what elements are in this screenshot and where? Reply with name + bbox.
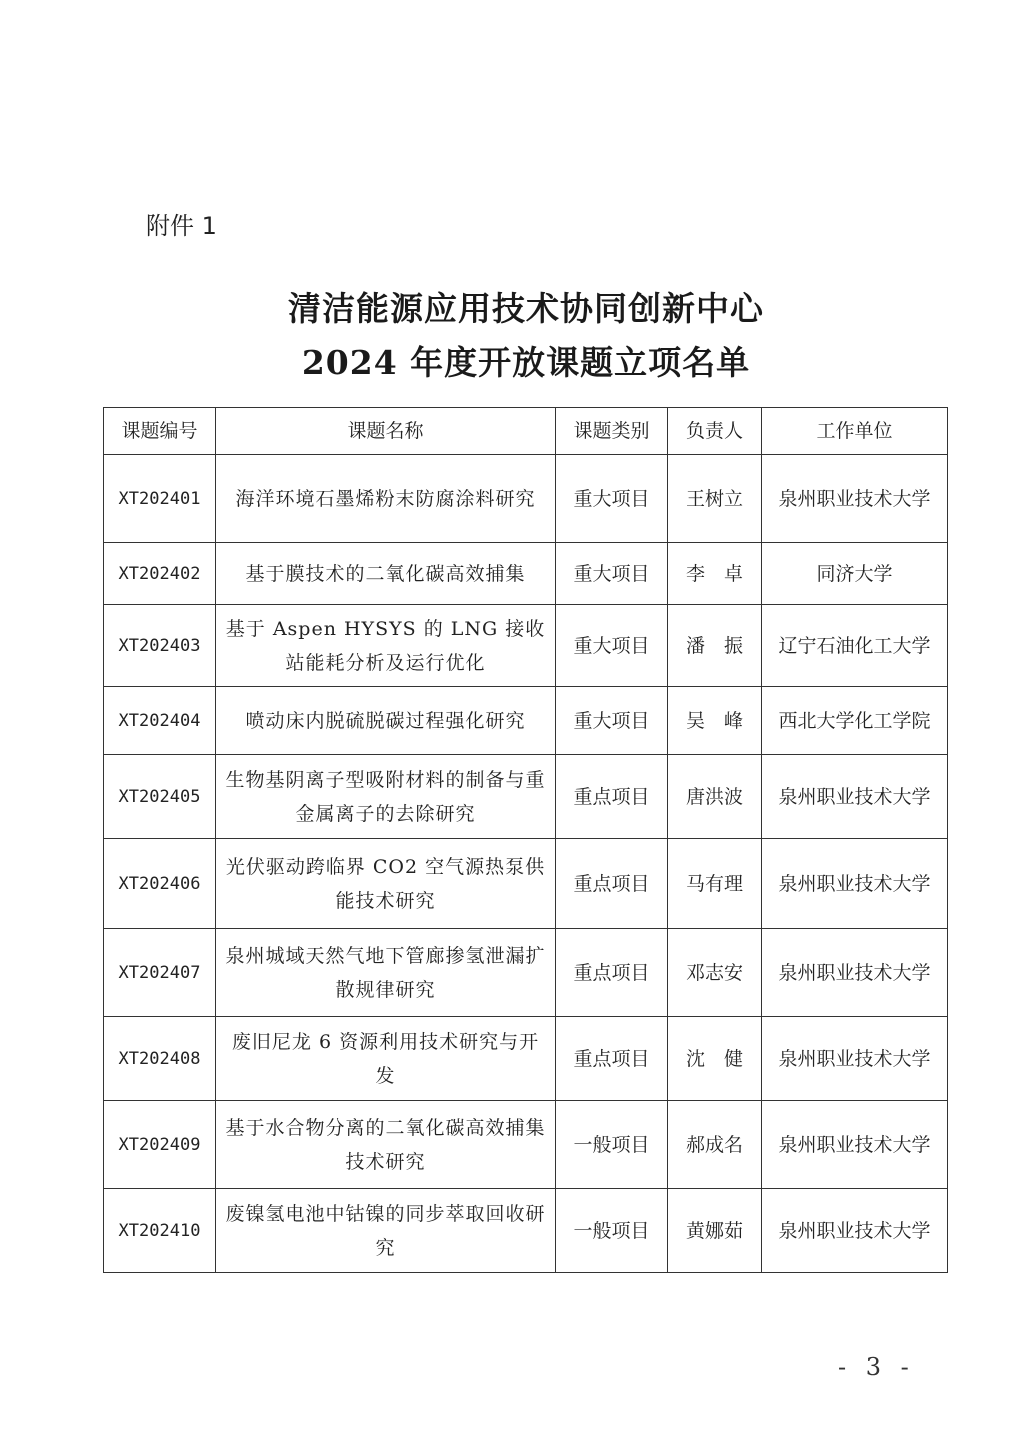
project-name: 光伏驱动跨临界 CO2 空气源热泵供能技术研究 bbox=[216, 839, 556, 929]
project-code: XT202404 bbox=[104, 687, 216, 755]
project-leader: 黄娜茹 bbox=[668, 1189, 762, 1273]
project-name: 海洋环境石墨烯粉末防腐涂料研究 bbox=[216, 455, 556, 543]
project-unit: 泉州职业技术大学 bbox=[762, 839, 948, 929]
table-row bbox=[104, 543, 948, 605]
table-row bbox=[104, 687, 948, 755]
project-code: XT202402 bbox=[104, 543, 216, 605]
project-code: XT202409 bbox=[104, 1101, 216, 1189]
header-name: 课题名称 bbox=[216, 408, 556, 455]
project-name: 基于膜技术的二氧化碳高效捕集 bbox=[216, 543, 556, 605]
project-name: 生物基阴离子型吸附材料的制备与重金属离子的去除研究 bbox=[216, 755, 556, 839]
project-name: 基于 Aspen HYSYS 的 LNG 接收站能耗分析及运行优化 bbox=[216, 605, 556, 687]
project-leader: 王树立 bbox=[668, 455, 762, 543]
project-leader: 郝成名 bbox=[668, 1101, 762, 1189]
table-row bbox=[104, 1017, 948, 1101]
table-row bbox=[104, 755, 948, 839]
project-code: XT202408 bbox=[104, 1017, 216, 1101]
project-unit: 辽宁石油化工大学 bbox=[762, 605, 948, 687]
table-row bbox=[104, 1101, 948, 1189]
project-code: XT202406 bbox=[104, 839, 216, 929]
project-leader: 潘 振 bbox=[668, 605, 762, 687]
project-category: 重点项目 bbox=[556, 755, 668, 839]
document-subtitle: 2024 年度开放课题立项名单 bbox=[301, 343, 751, 382]
project-leader: 邓志安 bbox=[668, 929, 762, 1017]
header-category: 课题类别 bbox=[556, 408, 668, 455]
project-category: 一般项目 bbox=[556, 1189, 668, 1273]
project-name: 基于水合物分离的二氧化碳高效捕集技术研究 bbox=[216, 1101, 556, 1189]
project-category: 重点项目 bbox=[556, 839, 668, 929]
project-category: 重大项目 bbox=[556, 687, 668, 755]
table-row bbox=[104, 839, 948, 929]
project-name: 废旧尼龙 6 资源利用技术研究与开发 bbox=[216, 1017, 556, 1101]
header-code: 课题编号 bbox=[104, 408, 216, 455]
table-row bbox=[104, 455, 948, 543]
project-code: XT202407 bbox=[104, 929, 216, 1017]
project-unit: 泉州职业技术大学 bbox=[762, 1101, 948, 1189]
project-unit: 泉州职业技术大学 bbox=[762, 755, 948, 839]
project-name: 喷动床内脱硫脱碳过程强化研究 bbox=[216, 687, 556, 755]
project-leader: 马有理 bbox=[668, 839, 762, 929]
project-category: 一般项目 bbox=[556, 1101, 668, 1189]
project-category: 重大项目 bbox=[556, 605, 668, 687]
project-category: 重大项目 bbox=[556, 455, 668, 543]
page-number: - 3 - bbox=[838, 1353, 915, 1381]
project-unit: 同济大学 bbox=[762, 543, 948, 605]
table-row bbox=[104, 929, 948, 1017]
project-unit: 西北大学化工学院 bbox=[762, 687, 948, 755]
project-unit: 泉州职业技术大学 bbox=[762, 929, 948, 1017]
project-category: 重大项目 bbox=[556, 543, 668, 605]
project-leader: 李 卓 bbox=[668, 543, 762, 605]
project-unit: 泉州职业技术大学 bbox=[762, 1017, 948, 1101]
project-category: 重点项目 bbox=[556, 929, 668, 1017]
project-unit: 泉州职业技术大学 bbox=[762, 455, 948, 543]
table-row bbox=[104, 605, 948, 687]
project-name: 泉州城域天然气地下管廊掺氢泄漏扩散规律研究 bbox=[216, 929, 556, 1017]
project-leader: 沈 健 bbox=[668, 1017, 762, 1101]
table-row bbox=[104, 1189, 948, 1273]
header-leader: 负责人 bbox=[668, 408, 762, 455]
project-unit: 泉州职业技术大学 bbox=[762, 1189, 948, 1273]
project-code: XT202403 bbox=[104, 605, 216, 687]
project-name: 废镍氢电池中钴镍的同步萃取回收研究 bbox=[216, 1189, 556, 1273]
project-category: 重点项目 bbox=[556, 1017, 668, 1101]
table-header-row bbox=[104, 408, 948, 455]
project-leader: 吴 峰 bbox=[668, 687, 762, 755]
project-list-table bbox=[103, 407, 948, 1273]
attachment-label: 附件 1 bbox=[146, 212, 217, 240]
project-code: XT202410 bbox=[104, 1189, 216, 1273]
project-code: XT202405 bbox=[104, 755, 216, 839]
project-code: XT202401 bbox=[104, 455, 216, 543]
header-unit: 工作单位 bbox=[762, 408, 948, 455]
document-title: 清洁能源应用技术协同创新中心 bbox=[288, 289, 764, 328]
project-leader: 唐洪波 bbox=[668, 755, 762, 839]
